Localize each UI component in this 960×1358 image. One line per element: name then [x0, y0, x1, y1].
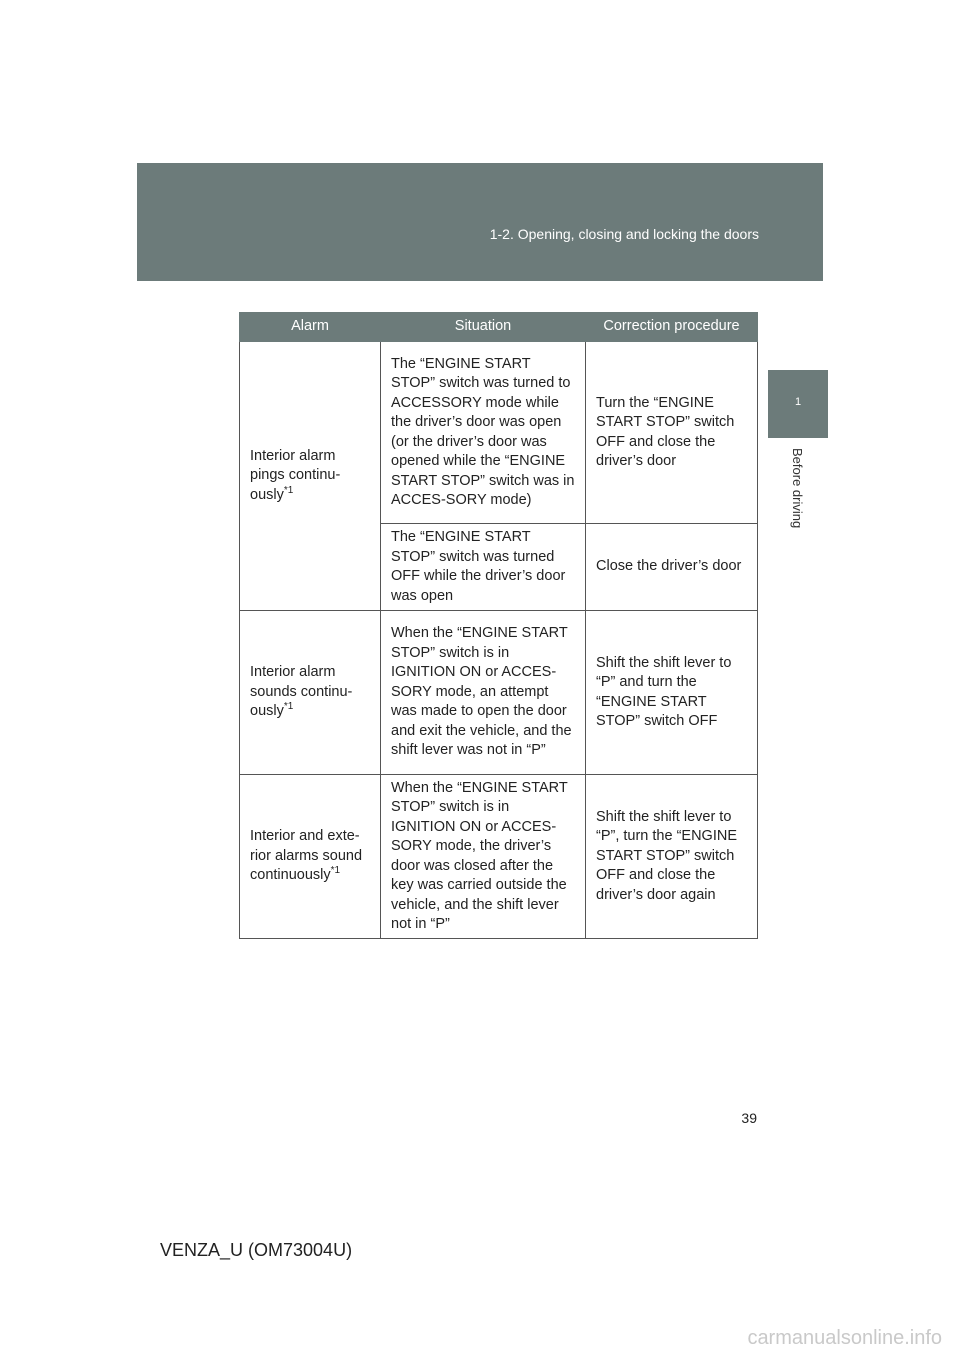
chapter-tab	[768, 370, 828, 438]
watermark: carmanualsonline.info	[747, 1327, 942, 1349]
chapter-number: 1	[794, 396, 802, 408]
section-title: 1-2. Opening, closing and locking the doors	[489, 226, 759, 242]
document-code: VENZA_U (OM73004U)	[160, 1240, 353, 1260]
column-header-alarm: Alarm	[240, 313, 381, 342]
column-header-correction: Correction procedure	[586, 313, 758, 342]
correction-cell: Shift the shift lever to “P” and turn the “ENGINE START STOP” switch OFF	[586, 611, 758, 775]
alarm-text: Interior alarm pings continu-ously	[250, 447, 341, 503]
correction-cell: Shift the shift lever to “P”, turn the “ENGINE START STOP” switch OFF and close the driver’s door again	[586, 775, 758, 939]
alarm-cell	[240, 342, 381, 611]
table-row	[240, 611, 758, 775]
header-band	[137, 163, 823, 281]
situation-cell: When the “ENGINE START STOP” switch is in IGNITION ON or ACCES-SORY mode, an attempt was made to open the door and exit the vehicle, and the shift lever was not in “P”	[381, 611, 586, 775]
situation-cell: The “ENGINE START STOP” switch was turned OFF while the driver’s door was open	[381, 524, 586, 611]
footnote-marker: *1	[330, 865, 341, 877]
correction-cell: Turn the “ENGINE START STOP” switch OFF and close the driver’s door	[586, 342, 758, 524]
situation-cell: When the “ENGINE START STOP” switch is in IGNITION ON or ACCES-SORY mode, the driver’s door was closed after the key was carried outside the vehicle, and the shift lever not in “P”	[381, 775, 586, 939]
table-header-row	[240, 313, 758, 342]
alarm-text: Interior and exte-rior alarms sound continuously	[250, 828, 363, 884]
correction-cell: Close the driver’s door	[586, 524, 758, 611]
footnote-marker: *1	[283, 484, 294, 496]
alarm-cell	[240, 611, 381, 775]
alarm-text: Interior alarm sounds continu-ously	[250, 664, 353, 720]
footnote-marker: *1	[283, 701, 294, 713]
chapter-label: Before driving	[790, 448, 805, 529]
alarm-cell	[240, 775, 381, 939]
situation-cell: The “ENGINE START STOP” switch was turned to ACCESSORY mode while the driver’s door was open (or the driver’s door was opened while the “ENGINE START STOP” switch was in ACCES-SORY mode)	[381, 342, 586, 524]
table-row	[240, 342, 758, 524]
column-header-situation: Situation	[381, 313, 586, 342]
alarm-table	[239, 312, 758, 939]
table-row	[240, 775, 758, 939]
page-number: 39	[741, 1110, 757, 1126]
